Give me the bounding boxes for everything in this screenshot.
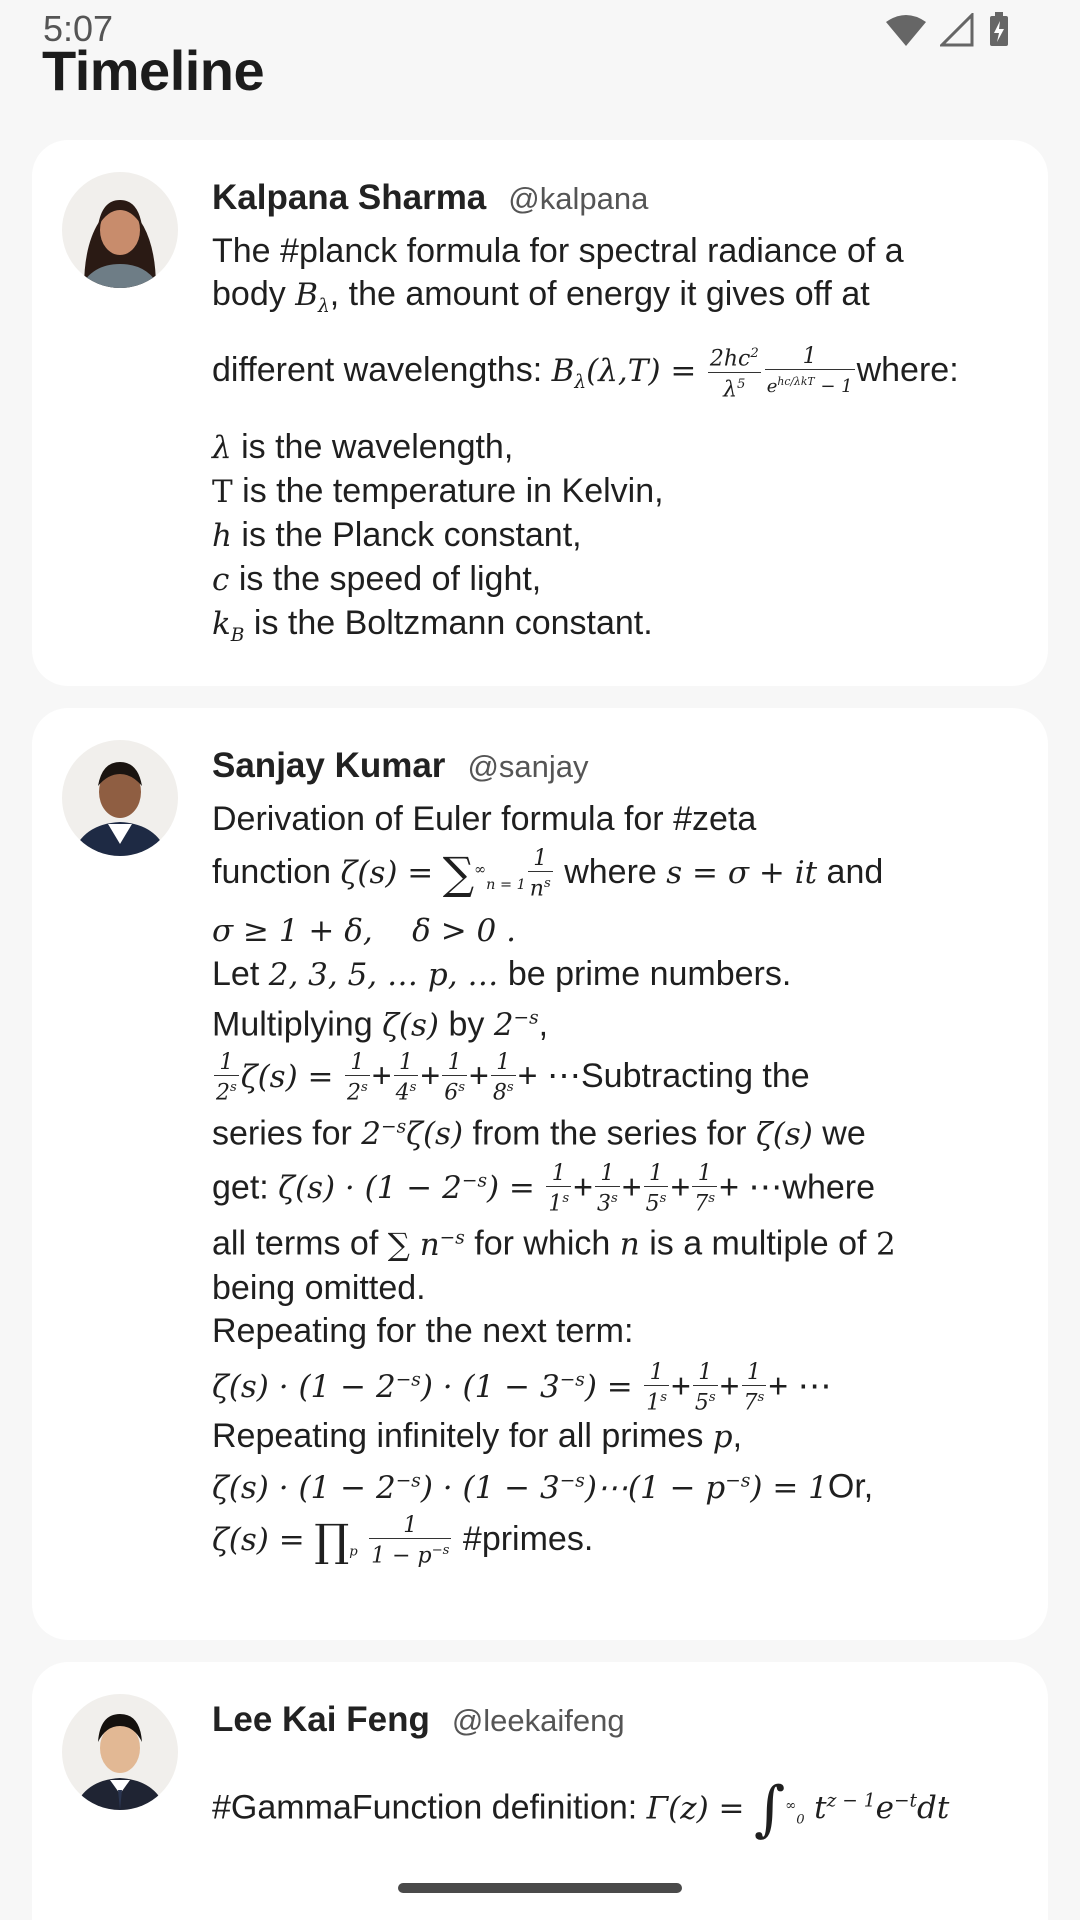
author-name[interactable]: Lee Kai Feng: [212, 1700, 430, 1739]
battery-charging-icon: [988, 12, 1010, 48]
avatar[interactable]: [62, 172, 178, 288]
author-handle[interactable]: @kalpana: [508, 181, 649, 216]
post-body: Derivation of Euler formula for #zeta function $\zeta(s) = \sum^\infty_{n = 1}$ $\frac{1}{n^s}$ where s = σ + it and σ ≥ 1 + δ, δ > 0 . Let 2, 3, 5, … p, … be prime numbers. Multiplying ζ(s) by $2^{-s}$, $\frac{1}{2^s}$ ζ(s) = $\frac{1}{2^s}$ + $\frac{1}{4^s}$ + $\frac{1}{6^s}$ + $\frac{1}{8^s}$ + ⋯Subtracting the series for $2^{-s}\zeta(s)$ from the series for ζ(s) we get: $\zeta(s) \cdot (1 - 2^{-s})$ = $\frac{1}{1^s}$ + $\frac{1}{3^s}$ + $\frac{1}{5^s}$ + $\frac{1}{7^s}$ + ⋯where all terms of ∑ $n^{-s}$ for which n is a multiple of 2 being omitted. Repeating for the next term: $\zeta(s) \cdot (1 - 2^{-s}) \cdot (1 - 3^{-s})$ = $\frac{1}{1^s}$ + $\frac{1}{5^s}$ + $\frac{1}{7^s}$ + ⋯ Repeating infinitely for all primes p, $\zeta(s) \cdot (1 - 2^{-s}) \cdot (1$ − $3^{-s})\cdots(1 - p^{-s}) = 1Or$, $\zeta(s) = \prod_p$ $\frac{1}{1 - p^{-s}}$ #primes.: [212, 800, 896, 1568]
wifi-icon: [886, 14, 926, 46]
cellular-signal-icon: [940, 13, 974, 47]
page-title: Timeline: [42, 39, 265, 102]
author-name[interactable]: Kalpana Sharma: [212, 178, 487, 217]
avatar[interactable]: [62, 740, 178, 856]
avatar[interactable]: [62, 1694, 178, 1810]
navigation-handle[interactable]: [398, 1883, 682, 1893]
post-body: The #planck formula for spectral radiance of a body $B_\lambda$, the amount of energy it gives off at different wavelengths: $B_\lambda(\lambda,T)$ = $\frac{2hc^2}{\lambda^5}$ $\frac{1}{e^{hc/\lambda kT} - 1}$ where: λ is the wavelength, T is the temperature in Kelvin, h is the Planck constant, c is the speed of light, $k_B$ is the Boltzmann constant.: [212, 232, 959, 647]
post-card[interactable]: [32, 140, 1048, 686]
author-handle[interactable]: @leekaifeng: [451, 1703, 625, 1738]
post-body: #GammaFunction definition: $\Gamma(z) = \int^\infty_0$ $t^{z - 1}e^{-t}dt$: [212, 1773, 950, 1844]
post-card[interactable]: [32, 708, 1048, 1640]
author-name[interactable]: Sanjay Kumar: [212, 746, 446, 785]
post-card[interactable]: [32, 1662, 1048, 1920]
author-handle[interactable]: @sanjay: [467, 749, 589, 784]
status-time: 5:07: [43, 8, 114, 49]
